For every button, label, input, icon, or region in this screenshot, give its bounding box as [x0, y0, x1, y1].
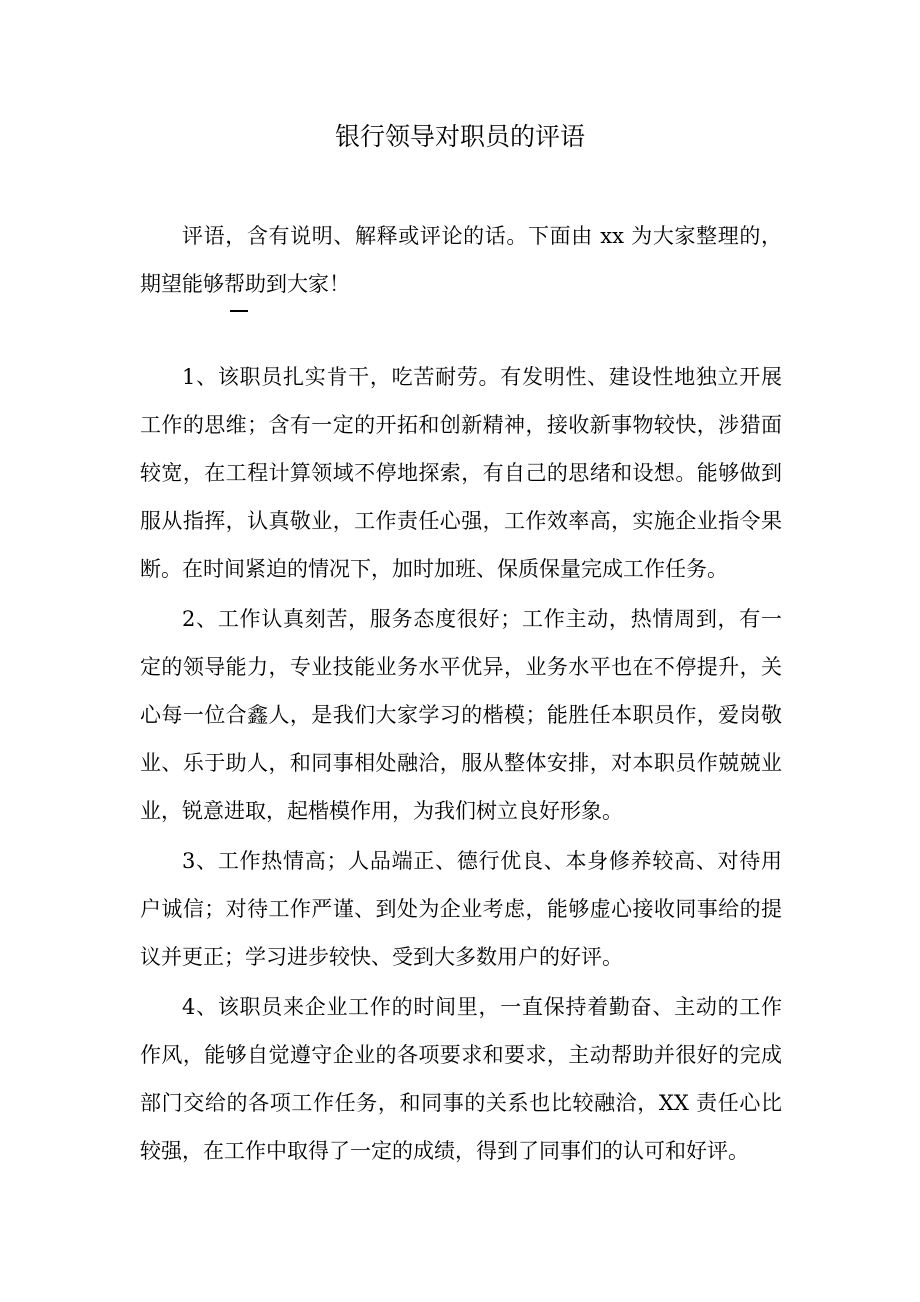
intro-paragraph: 评语，含有说明、解释或评论的话。下面由 xx 为大家整理的，期望能够帮助到大家！ [140, 224, 782, 296]
paragraph-1: 1、该职员扎实肯干，吃苦耐劳。有发明性、建设性地独立开展工作的思维；含有一定的开拓和创新精神，接收新事物较快，涉猎面较宽，在工程计算领域不停地探索，有自己的思绪和设想。能够做到服从指挥，认真敬业，工作责任心强，工作效率高，实施企业指令果断。在时间紧迫的情况下，加时加班、保质保量完成工作任务。 [140, 365, 782, 581]
paragraph-3: 3、工作热情高；人品端正、德行优良、本身修养较高、对待用户诚信；对待工作严谨、到处为企业考虑，能够虚心接收同事给的提议并更正；学习进步较快、受到大多数用户的好评。 [140, 849, 782, 969]
document-title: 银行领导对职员的评语 [334, 122, 585, 151]
paragraph-2: 2、工作认真刻苦，服务态度很好；工作主动，热情周到，有一定的领导能力，专业技能业务水平优异，业务水平也在不停提升，关心每一位合鑫人，是我们大家学习的楷模；能胜任本职员作，爱岗敬业、乐于助人，和同事相处融洽，服从整体安排，对本职员作兢兢业业，锐意进取，起楷模作用，为我们树立良好形象。 [140, 607, 782, 823]
paragraph-4: 4、该职员来企业工作的时间里，一直保持着勤奋、主动的工作作风，能够自觉遵守企业的各项要求和要求，主动帮助并很好的完成部门交给的各项工作任务，和同事的关系也比较融洽，XX 责任心比较强，在工作中取得了一定的成绩，得到了同事们的认可和好评。 [140, 995, 782, 1163]
separator-dash [230, 310, 248, 312]
